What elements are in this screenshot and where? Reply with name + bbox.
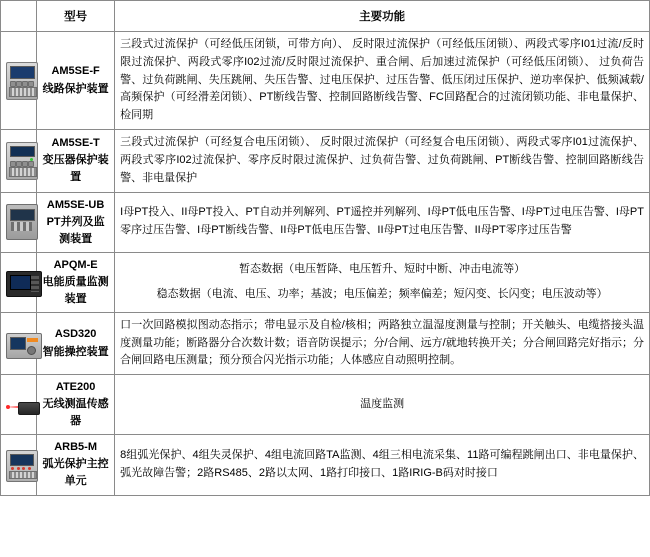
table-body [1, 32, 650, 496]
device-terminals-icon [9, 87, 37, 97]
function-cell [115, 130, 650, 192]
model-description: 弧光保护主控单元 [42, 458, 109, 488]
model-description: 无线测温传感器 [42, 398, 109, 428]
function-cell [115, 312, 650, 374]
device-leds-icon [11, 467, 31, 470]
model-description: PT并列及监测装置 [46, 215, 105, 245]
device-buttons-icon [10, 81, 34, 86]
sensor-body-icon [18, 402, 40, 415]
header-icon [1, 1, 37, 32]
model-cell [37, 435, 115, 495]
device-image-cell [1, 32, 37, 130]
function-cell [115, 375, 650, 435]
model-cell [37, 252, 115, 312]
model-name: APQM-E [53, 258, 98, 271]
device-screen-icon [10, 454, 34, 466]
model-name: AM5SE-T [51, 137, 100, 150]
device-keypad-icon [11, 222, 32, 231]
table-row [1, 375, 650, 435]
relay-device-icon [6, 142, 38, 180]
table-row [1, 192, 650, 252]
device-screen-icon [10, 337, 26, 350]
model-description: 线路保护装置 [42, 82, 109, 95]
function-cell [115, 192, 650, 252]
model-name: ASD320 [54, 328, 97, 341]
model-cell [37, 32, 115, 130]
function-text: 口一次回路模拟图动态指示；带电显示及自检/核相；两路独立温湿度测量与控制；开关触头、电缆搭接头温度测量功能；断路器分合次数计数；语音防误提示；分/合闸、远方/就地转换开关；分合闸回路完好指示；分合闸回路电压测量；预分预合闪光指示功能；人体感应自动照明控制。 [120, 318, 644, 367]
table-row [1, 32, 650, 130]
table-row [1, 435, 650, 495]
power-quality-meter-icon [6, 271, 42, 297]
relay-device-icon [6, 62, 38, 100]
model-description: 变压器保护装置 [42, 154, 109, 184]
device-knob-icon [27, 346, 36, 355]
model-name: ARB5-M [54, 441, 97, 454]
device-screen-icon [10, 275, 31, 290]
model-name: ATE200 [55, 381, 96, 394]
device-terminals-icon [9, 167, 37, 177]
controller-device-icon [6, 333, 42, 359]
pt-device-icon [6, 204, 38, 240]
model-description: 智能操控装置 [42, 345, 109, 358]
device-screen-icon [10, 66, 35, 79]
device-image-cell [1, 130, 37, 192]
device-image-cell [1, 312, 37, 374]
device-screen-icon [10, 209, 35, 221]
device-image-cell [1, 252, 37, 312]
model-cell [37, 130, 115, 192]
device-terminals-icon [9, 471, 37, 479]
device-image-cell [1, 192, 37, 252]
function-text: I母PT投入、II母PT投入、PT自动并列解列、PT遥控并列解列、I母PT低电压告警、I母PT过电压告警、I母PT零序过压告警、I母PT断线告警、II母PT低电压告警、II母PT过电压告警、II母PT零序过压告警 [120, 206, 644, 237]
function-text: 温度监测 [360, 397, 405, 410]
model-cell [37, 312, 115, 374]
function-text: 稳态数据（电流、电压、功率；基波；电压偏差；频率偏差；短闪变、长闪变；电压波动等） [156, 287, 608, 300]
model-name: AM5SE-F [51, 65, 100, 78]
device-image-cell [1, 435, 37, 495]
device-image-cell [1, 375, 37, 435]
table-row [1, 252, 650, 312]
function-text: 三段式过流保护（可经复合电压闭锁）、 反时限过流保护（可经复合电压闭锁）、两段式零序I01过流保护、两段式零序I02过流保护、零序反时限过流保护、过负荷告警、过负荷跳闸、PT断线告警、控制回路断线告警、非电量保护 [120, 136, 644, 184]
device-buttons-icon [10, 161, 34, 166]
model-cell [37, 192, 115, 252]
function-text: 8组弧光保护、4组失灵保护、4组电流回路TA监测、4组三相电流采集、11路可编程跳闸出口、非电量保护、弧光故障告警；2路RS485、2路以太网、1路打印接口、1路IRIG-B码对时接口 [120, 449, 644, 479]
function-text: 暂态数据（电压暂降、电压暂升、短时中断、冲击电流等） [239, 262, 526, 275]
model-cell [37, 375, 115, 435]
header-model: 型号 [37, 1, 115, 32]
model-description: 电能质量监测装置 [42, 275, 109, 305]
function-cell [115, 32, 650, 130]
table-row [1, 130, 650, 192]
function-cell [115, 252, 650, 312]
device-keypad-icon [31, 276, 39, 292]
table-header [1, 1, 650, 32]
header-function: 主要功能 [115, 1, 650, 32]
table-row [1, 312, 650, 374]
table-header-row [1, 1, 650, 32]
wireless-temperature-sensor-icon [6, 400, 40, 416]
device-indicator-icon [27, 338, 38, 342]
function-cell [115, 435, 650, 495]
arc-protection-device-icon [6, 450, 38, 482]
function-text: 三段式过流保护（可经低压闭锁，可带方向）、 反时限过流保护（可经低压闭锁）、两段式零序I01过流/反时限过流保护、两段式零序I02过流/反时限过流保护、重合闸、后加速过流保护（可经低压闭锁）、 过负荷告警、过负荷跳闸、失压跳闸、失压告警、过电压保护、过压告警、低压闭过压保护、逆功率保护、低频减载/高频保护（可经滑差闭锁）、PT断线告警、控制回路断线告警、FC回路配合的过流闭锁功能、非电量保护、检同期 [120, 38, 644, 122]
model-name: AM5SE-UB [46, 198, 105, 211]
device-screen-icon [10, 146, 35, 157]
